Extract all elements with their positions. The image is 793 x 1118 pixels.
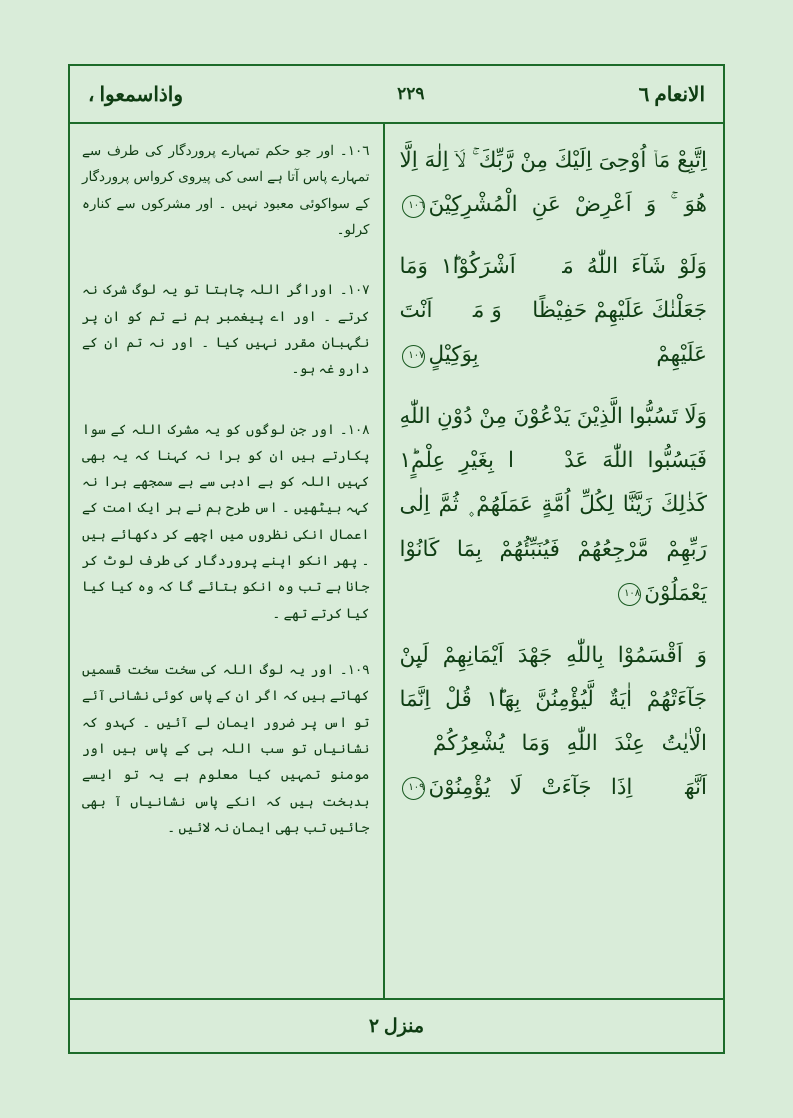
page-frame <box>68 64 725 1054</box>
ayah-text: وَ اَقْسَمُوْا بِاللّٰهِ جَهْدَ اَيْمَانِهِمْ لَىِٕنْ جَآءَتْهُمْ اٰيَةٌ لَّيُؤْمِنُنَّ بِهَا١ؕ قُلْ اِنَّمَا الْاٰيٰتُ عِنْدَ اللّٰهِ وَمَا يُشْعِرُكُمْ١ۙ اَنَّهَاۤ اِذَا جَآءَتْ لَا يُؤْمِنُوْنَ <box>399 642 708 799</box>
ayah-block <box>399 633 707 809</box>
manzil-label: منزل ٢ <box>368 1015 425 1037</box>
ayah-block <box>399 138 707 226</box>
ayah-block <box>399 244 707 376</box>
urdu-paragraph: ١٠٦۔ اور جو حکم تمہارے پروردگار کی طرف سے تمہارے پاس آتا ہے اسی کی پیروی کرواس پروردگار کے سواکوئی معبود نہیں ۔ اور مشرکوں سے کنارہ کرلو۔ <box>82 143 370 237</box>
urdu-paragraph: ١٠٩۔ اور یہ لوگ اللہ کی سخت سخت قسمیں کھاتے ہیں کہ اگر ان کے پاس کوئی نشانی آئے تو اس پر ضرور ایمان لے آئیں ۔ کہدو کہ نشانیاں تو سب اللہ ہی کے پاس ہیں اور مومنو تمہیں کیا معلوم ہے یہ تو ایسے بدبخت ہیں کہ انکے پاس نشانیاں آ بھی جائیں تب بھی ایمان نہ لائیں ۔ <box>82 662 370 835</box>
urdu-translation-column <box>70 124 383 998</box>
arabic-column <box>383 124 723 998</box>
ayah-end-mark: ١٠٦ <box>402 195 425 218</box>
ayah-text: وَلَوْ شَآءَ اللّٰهُ مَاۤ اَشْرَكُوْا١ؕ وَمَا جَعَلْنٰكَ عَلَيْهِمْ حَفِيْظًا ۚ وَ مَاۤ اَنْتَ عَلَيْهِمْ بِوَكِيْلٍ <box>399 254 708 367</box>
ayah-end-mark: ١٠٧ <box>402 345 425 368</box>
ayah-end-mark: ١٠٨ <box>618 583 641 606</box>
ayah-text: اِتَّبِعْ مَاۤ اُوْحِىَ اِلَيْكَ مِنْ رَّبِّكَ ۚ لَاۤ اِلٰهَ اِلَّا هُوَ ۚ وَ اَعْرِضْ عَنِ الْمُشْرِكِيْنَ <box>399 148 707 217</box>
ayah-text: وَلَا تَسُبُّوا الَّذِيْنَ يَدْعُوْنَ مِنْ دُوْنِ اللّٰهِ فَيَسُبُّوا اللّٰهَ عَدْوًۢا بِغَيْرِ عِلْمٍ١ؕ كَذٰلِكَ زَيَّنَّا لِكُلِّ اُمَّةٍ عَمَلَهُمْ ۪ ثُمَّ اِلٰى رَبِّهِمْ مَّرْجِعُهُمْ فَيُنَبِّئُهُمْ بِمَا كَانُوْا يَعْمَلُوْنَ <box>399 404 707 605</box>
page-footer <box>70 998 723 1052</box>
juz-label: واذاسمعوا ، <box>88 83 183 106</box>
ayah-end-mark: ١٠٩ <box>402 777 425 800</box>
ayah-block <box>399 394 707 614</box>
urdu-paragraph: ١٠٨۔ اور جن لوگوں کو یہ مشرک اللہ کے سوا پکارتے ہیں ان کو برا نہ کہنا کہ یہ بھی کہیں اللہ کو بے ادبی سے بے سمجھے برا نہ کہہ بیٹھیں ۔ اس طرح ہم نے ہر ایک امت کے اعمال انکی نظروں میں اچھے کر دکھائے ہیں ۔ پھر انکو اپنے پروردگار کی طرف لوٹ کر جانا ہے تب وہ انکو بتائے گا کہ وہ کیا کیا کیا کرتے تھے ۔ <box>82 421 370 621</box>
sura-label: الانعام ٦ <box>638 83 705 106</box>
page-header <box>70 66 723 124</box>
page-number: ٢٢٩ <box>397 84 425 103</box>
page-body <box>70 124 723 998</box>
urdu-paragraph: ١٠٧۔ اوراگر اللہ چاہتا تو یہ لوگ شرک نہ کرتے ۔ اور اے پیغمبر ہم نے تم کو ان پر نگہبان مقرر نہیں کیا ۔ اور نہ تم ان کے دارو غہ ہو۔ <box>82 282 370 377</box>
